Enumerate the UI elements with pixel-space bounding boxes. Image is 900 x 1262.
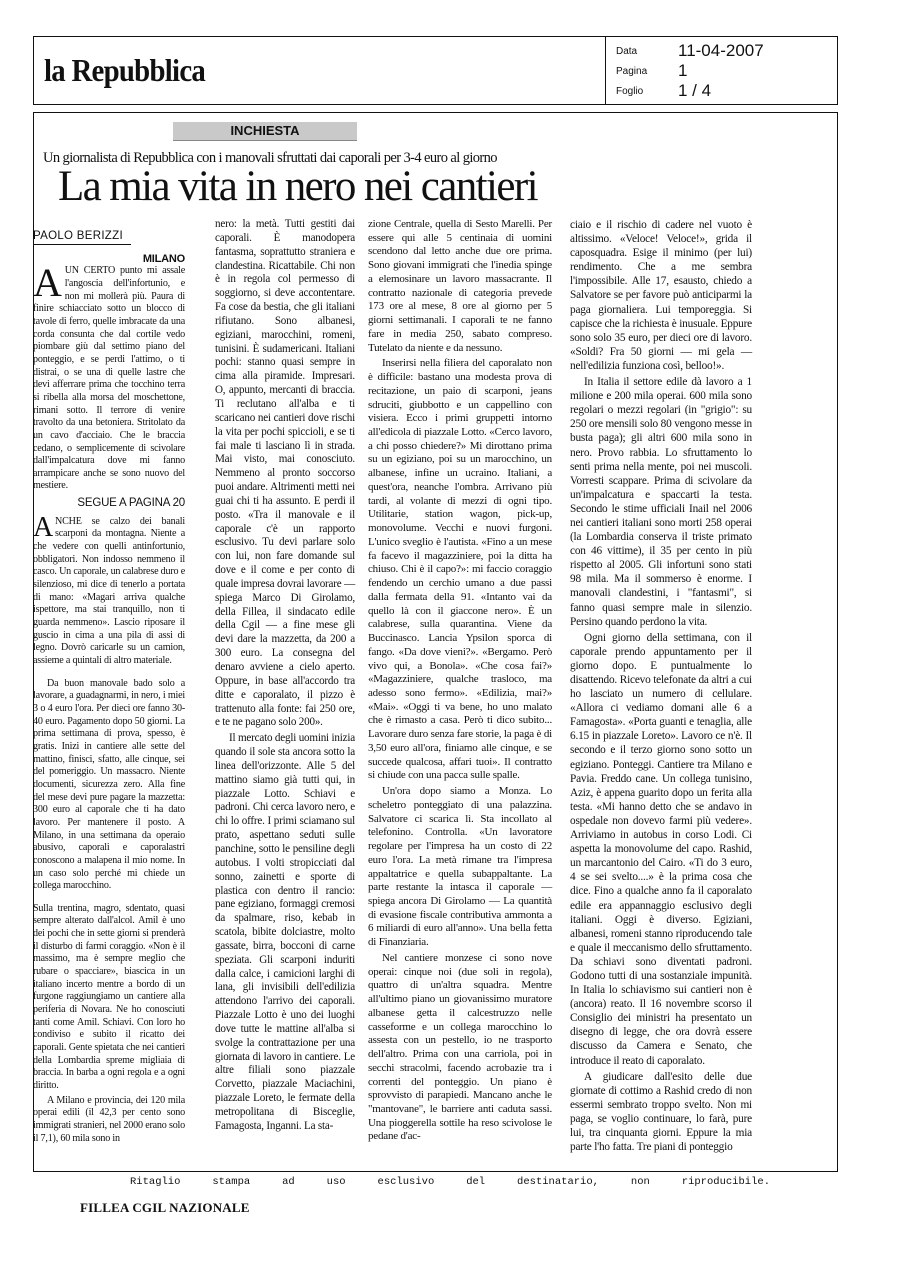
paragraph: A Milano e provincia, dei 120 mila operai edili (il 42,3 per cento sono immigrati stranieri, nel 2000 erano solo il 7,1), 60 mila sono in (33, 1094, 185, 1144)
paragraph: Inserirsi nella filiera del caporalato non è difficile: bastano una modesta prova di recitazione, un paio di scarponi, jeans sdruciti, giubbotto e un cappellino con visiera. Ecco i primi gruppetti intorno all'edicola di piazzale Lotto. «Cerco lavoro, a chi posso chiedere?» Mi dirottano prima su un egiziano, poi su un marocchino, un albanese, infine un ucraino. Italiani, a quest'ora, neanche l'ombra. Arrivano più tardi, al volante di mezzi di ogni tipo. Utilitarie, station wagon, pick-up, monovolume. Vecchi e nuovi furgoni. L'unico sveglio è l'autista. «Fino a un mese fa facevo il magazziniere, poi la ditta ha chiuso. Chi è il capo?»: mi faccio coraggio fendendo un cerchio umano a due passi dalla fermata della 91. «Intanto vai da quello là con il giaccone nero». È un calabrese, sulla quarantina. Viene da Buccinasco. Lancia Ypsilon sporca di fango. «Da dove vieni?». «Bergamo. Però vivo qui, a Bonola». «Che cosa fai?» «Magazziniere, qualche trasloco, ma adesso sono fermo». «Edilizia, mai?» «Mai». «Oggi ti va bene, ho uno malato che è rimasto a casa. Però ti dico subito... Lavorare duro senza fare storie, la paga è di 3,50 euro all'ora, finiamo alle cinque, e se succede qualcosa, affari tuoi». Il contratto si chiude con una pacca sulle spalle. (368, 357, 552, 782)
paragraph: Sulla trentina, magro, sdentato, quasi sempre alterato dall'alcol. Amil è uno dei pochi che in sette giorni si prenderà il disturbo di farmi coraggio. «Non è il massimo, ma è sempre meglio che rubare o spacciare», biascica in un italiano incerto mentre a bordo di un furgone raggiungiamo un cantiere alla periferia di Novara. Ne ho conosciuti tanti come Amil. Schiavi. Con loro ho condiviso e subito il ricatto dei caporali. Gente spietata che nei cantieri della Lombardia spreme migliaia di braccia. In barba a ogni regola e a ogni diritto. (33, 902, 185, 1091)
meta-pagina-label: Pagina (616, 66, 648, 77)
dateline: MILANO (142, 252, 185, 265)
byline: PAOLO BERIZZI (33, 230, 131, 245)
article-column-4 (570, 218, 752, 1154)
drop-cap: A (33, 260, 62, 306)
paragraph: Da buon manovale bado solo a lavorare, a guadagnarmi, in nero, i miei 3 o 4 euro l'ora. Per dieci ore fanno 30-40 euro. Pagamento dopo 50 giorni. La prima settimana di prova, spesso, è gratis. Inizi in cantiere alle sette del mattino, finisci, sfatto, alle cinque, sei del pomeriggio. Un massacro. Niente documenti, sicurezza zero. Alla fine del mese devi pure pagare la mazzetta: 300 euro al caporale che ti ha dato lavoro. Per mantenere il posto. A Milano, in una settimana da operaio abusivo, caporali e caporalastri conoscono a malapena il mio nome. In un caso solo perché mi chiede un collega marocchino. (33, 677, 185, 892)
drop-cap: A (33, 511, 54, 543)
masthead-logo: la Repubblica (44, 52, 206, 88)
paragraph: ANCHE se calzo dei banali scarponi da montagna. Niente a che vedere con quelli antinfortunio, obbligatori. Non indosso nemmeno il casco. Un caporale, un calabrese duro e silenzioso, mi dice di tenerlo a portata di mano: «Magari arriva qualche ispettore, ma stai tranquillo, non ti guarda nemmeno». Lascio riposare il guscio in cima a una pila di assi di legno. Dovrò caricarle su un camion, assieme a quintali di altro materiale. (33, 511, 185, 666)
meta-foglio-row (616, 81, 712, 100)
meta-foglio-label: Foglio (616, 86, 644, 97)
source-organization: FILLEA CGIL NAZIONALE (80, 1200, 250, 1215)
meta-pagina-row (616, 61, 688, 80)
clipping-disclaimer: Ritaglio stampa ad uso esclusivo del destinatario, non riproducibile. (130, 1176, 770, 1188)
paragraph: AUN CERTO punto mi assale l'angoscia dell'infortunio, e non mi mollerà più. Paura di finire schiacciato sotto un blocco di tavole di ferro, quelle imbracate da una corda consunta che dal cortile vedo piombare giù dal settimo piano del ponteggio, e se perdi l'attimo, o ti distrai, o se una di quelle lastre che devi afferrare prima che tocchino terra si ribella alla morsa del moschettone, rimani sotto. Il terrore di venire travolto da una betoniera. Stritolato da un cavo d'acciaio. Che le braccia cedano, o semplicemente di scivolare dall'impalcatura dove mi fanno arrampicare anche se sono nuovo del mestiere. (33, 260, 185, 492)
paragraph: Ogni giorno della settimana, con il caporale prendo appuntamento per il giorno dopo. E puntualmente lo disattendo. Ricevo telefonate da altri a cui ho lasciato un numero di cellulare. «Allora ci vediamo domani alle 6 a Famagosta». «Porta guanti e tenaglia, alle 6.15 in piazzale Loreto». Lavoro ce n'è. Il secondo e il terzo giorno sono sotto un egiziano. Ponteggi. Cantiere tra Milano e Pavia. Freddo cane. Un collega tunisino, Aziz, è appena guarito dopo un ferita alla testa. «Mi hanno detto che se andavo in ospedale non dovevo farmi più vedere». Arriviamo in autobus in corso Lodi. Ci aspetta la monovolume del capo. Rashid, un marcantonio del Cairo. «Ti do 3 euro, 4 se sei svelto....» è la prima cosa che dice. Fino a qualche anno fa il caporalato edile era appannaggio esclusivo degli italiani. Oggi è diverso. Egiziani, albanesi, romeni stanno riproducendo tale e quale il meccanismo dello sfruttamento. Da schiavi sono diventati padroni. Godono tutti di una sostanziale impunità. In Italia lo schiavismo sui cantieri non è (ancora) reato. Il 16 novembre scorso il Consiglio dei ministri ha presentato un disegno di legge, che ora dovrà essere discusso da Camera e Senato, che introduce il reato di caporalato. (570, 631, 752, 1067)
article-subhead: Un giornalista di Repubblica con i manovali sfruttati dai caporali per 3-4 euro al giorno (43, 150, 497, 166)
paragraph: zione Centrale, quella di Sesto Marelli. Per essere qui alle 5 centinaia di uomini scendono dal letto anche due ore prima. Sono giovani immigrati che l'inedia spinge a elemosinare un lavoro massacrante. Il contratto nazionale di categoria prevede 173 ore al mese, 8 ore al giorno per 5 giorni settimanali. I caporali te ne fanno fare in media 250, sabato compreso. Tutelato da niente e da nessuno. (368, 218, 552, 354)
article-column-2 (215, 218, 355, 1134)
clipping-meta-box (605, 36, 838, 105)
paragraph: Nel cantiere monzese ci sono nove operai: cinque noi (due soli in regola), quattro di un'altra squadra. Mentre all'ultimo piano un giovanissimo muratore albanese getta il calcestruzzo nelle casseforme e un collega marocchino lo assesta con un pestello, io ne trasporto dell'altro. Prima con una carriola, poi in secchi stracolmi, facendo acrobazie tra i correnti del ponteggio. Un piano è sprovvisto di parapiedi. Mancano anche le "mantovane", le barriere anti caduta sassi. Una pioggerella sottile ha reso scivolose le pedane d'ac- (368, 951, 552, 1143)
paragraph: nero: la metà. Tutti gestiti dai caporali. È manodopera fantasma, soprattutto straniera e clandestina. Ricattabile. Chi non è in regola col permesso di soggiorno, si deve accontentare. Fa cose da bestia, che gli italiani rifiutano. Sono albanesi, egiziani, marocchini, romeni, tunisini. È sudamericani. Italiani pochi: stanno quasi sempre in cima alla piramide. Impresari. O, appunto, mercanti di braccia. Ti reclutano all'alba e ti scaricano nei cantieri dove rischi la vita per pochi spiccioli, e se ti fai male ti lasciano lì in strada. Mai visto, mai conosciuto. Nemmeno al pronto soccorso puoi andare. Altrimenti metti nei guai chi ti ha assunto. E perdi il posto. «Tra il manovale e il caporale c'è un rapporto esclusivo. Tu devi parlare solo con lui, non fare domande sul dove e il come e per conto di quale impresa dovrai lavorare — spiega Marco Di Girolamo, della Fillea, il sindacato edile della Cgil — a fine mese gli devi dare la mazzetta, da 200 a 300 euro. La consegna del denaro avviene a cielo aperto. Oppure, in base all'accordo tra ditte e caporalato, il pizzo è trattenuto alla fonte: fai 250 ore, e te ne pagano solo 200». (215, 218, 355, 729)
paragraph: ciaio e il rischio di cadere nel vuoto è altissimo. «Veloce! Veloce!», grida il caposquadra. Esige il minimo (per lui) rendimento. Che a me sembra l'impossibile. Alle 17, esausto, chiedo a Salvatore se per favore può anticiparmi la paga giornaliera. Lui temporeggia. Si capisce che la richiesta è inusuale. Eppure sono solo 35 euro, per dieci ore di lavoro. «Soldi? Fra 50 giorni — mi gela — nell'edilizia funziona così, belloo!». (570, 219, 752, 372)
paragraph: Il mercato degli uomini inizia quando il sole sta ancora sotto la linea dell'orizzonte. Alle 5 del mattino siamo già tutti qui, in piazzale Lotto. Schiavi e padroni. Chi cerca lavoro nero, e chi lo offre. I primi sciamano sul prato, aspettano seduti sulle panchine, sotto le pensiline degli autobus. I volti stropicciati dal sonno, zainetti e sporte di plastica con dentro il rancio: pane egiziano, formaggi cremosi da spalmare, riso, kebab in scatola, bibite dolciastre, molto gassate, birra, bocconi di carne speziata. Gli scarponi induriti dalla calce, i camicioni larghi di lana, gli invisibili dell'edilizia attendono l'arrivo dei caporali. Piazzale Lotto è uno dei luoghi dove tutte le mattine all'alba si svolge la contrattazione per una giornata di lavoro in cantiere. Le altre filiali sono piazzale Corvetto, piazzale Maciachini, piazzale Loreto, le fermate della metropolitana di Bisceglie, Famagosta, Inganni. La sta- (215, 732, 355, 1132)
section-kicker: INCHIESTA (173, 122, 357, 141)
article-column-1 (33, 218, 185, 1145)
paragraph: In Italia il settore edile dà lavoro a 1 milione e 200 mila operai. 600 mila sono regolari o mezzi regolari (in "grigio": su 250 ore mensili solo 80 vengono messe in busta paga); gli altri 600 mila sono in nero. Provo rabbia. Lo sfruttamento lo senti prima nella mente, poi nei muscoli. Vorresti scappare. Prima di scivolare da un'impalcatura e spaccarti la testa. Secondo le stime ufficiali Inail nel 2006 nei cantieri italiani sono morti 258 operai (la Lombardia conserva il triste primato con 46 vittime), il 35 per cento in più rispetto al 2005. Gli infortuni sono stati 98 mila. Ma il sommerso è enorme. I manovali clandestini, i "fantasmi", si fanno quasi sempre male in silenzio. Persino quando perdono la vita. (570, 376, 752, 628)
meta-data-row (616, 41, 764, 60)
meta-data-value: 11-04-2007 (678, 41, 764, 60)
meta-data-label: Data (616, 46, 638, 57)
paragraph: Un'ora dopo siamo a Monza. Lo scheletro ponteggiato di una palazzina. Salvatore ci scarica lì. Sta incollato al telefonino. Controlla. «Un lavoratore regolare per l'impresa ha un costo di 22 euro l'ora. La metà rimane tra l'impresa appaltatrice e quella subappaltante. La parte restante la intasca il caporale — spiega ancora Di Girolamo — La quantità di evasione fiscale contributiva ammonta a 6 miliardi di euro all'anno». Una bella fetta di Finanziaria. (368, 785, 552, 949)
meta-pagina-value: 1 (678, 61, 688, 80)
article-headline: La mia vita in nero nei cantieri (58, 163, 537, 210)
continued-on-page: SEGUE A PAGINA 20 (77, 497, 185, 510)
article-column-3 (368, 218, 552, 1144)
paragraph: A giudicare dall'esito delle due giornate di cottimo a Rashid credo di non essermi sembrato troppo svelto. Non mi paga, se voglio continuare, lo farà, pure lui, tra cinquanta giorni. Eppure la mia parte l'ho fatta. Tre piani di ponteggio (570, 1070, 752, 1154)
meta-foglio-value: 1 / 4 (678, 81, 712, 100)
